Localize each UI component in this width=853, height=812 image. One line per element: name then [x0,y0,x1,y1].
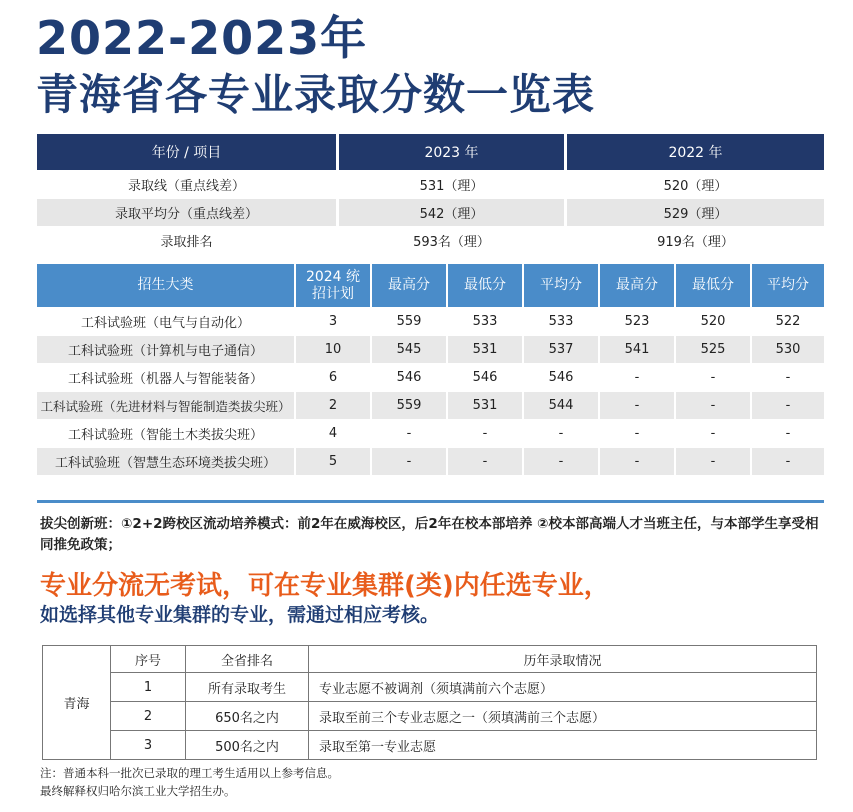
summary-header-row [37,134,824,170]
province-cell-index: 2 [111,702,186,731]
scores-cell: 工科试验班（智慧生态环境类拔尖班） [37,447,296,475]
scores-cell: 537 [524,335,600,363]
scores-header-2023-min: 最低分 [448,264,524,307]
scores-cell: - [752,419,824,447]
summary-cell-2022: 529（理） [567,198,824,226]
summary-cell-label: 录取线（重点线差） [37,170,339,198]
scores-cell: - [448,447,524,475]
summary-cell-2023: 593名（理） [339,226,567,254]
scores-cell: 533 [448,307,524,335]
summary-row [37,170,824,198]
summary-row [37,198,824,226]
province-row [43,731,817,760]
scores-cell: - [524,419,600,447]
summary-cell-2022: 919名（理） [567,226,824,254]
summary-header-2022: 2022 年 [567,134,824,170]
scores-row [37,391,824,419]
summary-cell-label: 录取排名 [37,226,339,254]
scores-cell: 工科试验班（机器人与智能装备） [37,363,296,391]
province-header-history: 历年录取情况 [309,646,817,673]
scores-cell: 531 [448,391,524,419]
summary-table [37,134,824,254]
scores-cell: 525 [676,335,752,363]
province-cell-history: 录取至前三个专业志愿之一（须填满前三个志愿） [309,702,817,731]
scores-cell: 533 [524,307,600,335]
scores-cell: 2 [296,391,372,419]
scores-cell: - [676,447,752,475]
province-header-index: 序号 [111,646,186,673]
summary-header-2023: 2023 年 [339,134,567,170]
scores-row [37,419,824,447]
scores-cell: - [752,363,824,391]
scores-cell: 工科试验班（先进材料与智能制造类拔尖班） [37,391,296,419]
scores-header-category: 招生大类 [37,264,296,307]
scores-cell: 4 [296,419,372,447]
scores-cell: - [600,419,676,447]
province-header-rank: 全省排名 [186,646,309,673]
summary-cell-2023: 531（理） [339,170,567,198]
scores-header-2023-avg: 平均分 [524,264,600,307]
footnote-applicability: 注：普通本科一批次已录取的理工考生适用以上参考信息。 [40,766,339,780]
scores-cell: 523 [600,307,676,335]
province-cell-index: 3 [111,731,186,760]
province-header-row [43,646,817,673]
scores-header-2022-avg: 平均分 [752,264,824,307]
scores-cell: 541 [600,335,676,363]
scores-cell: - [524,447,600,475]
scores-cell: - [676,419,752,447]
footnote-interpretation: 最终解释权归哈尔滨工业大学招生办。 [40,784,236,798]
scores-cell: 559 [372,307,448,335]
scores-cell: 3 [296,307,372,335]
scores-header-row [37,264,824,307]
scores-cell: 546 [448,363,524,391]
scores-header-plan: 2024 统招计划 [296,264,372,307]
scores-cell: - [752,447,824,475]
summary-cell-2023: 542（理） [339,198,567,226]
scores-cell: - [752,391,824,419]
province-cell-rank: 所有录取考生 [186,673,309,702]
scores-cell: - [448,419,524,447]
summary-header-item: 年份 / 项目 [37,134,339,170]
province-row [43,673,817,702]
scores-row [37,363,824,391]
scores-row [37,335,824,363]
scores-cell: 531 [448,335,524,363]
province-cell-history: 录取至第一专业志愿 [309,731,817,760]
scores-cell: 工科试验班（电气与自动化） [37,307,296,335]
scores-cell: 546 [372,363,448,391]
scores-header-2023-max: 最高分 [372,264,448,307]
scores-cell: 559 [372,391,448,419]
scores-header-2022-max: 最高分 [600,264,676,307]
page-title: 青海省各专业录取分数一览表 [36,70,596,119]
highlight-orange-text: 专业分流无考试，可在专业集群(类)内任选专业， [40,571,610,601]
scores-cell: - [600,391,676,419]
scores-cell: - [676,363,752,391]
scores-cell: 10 [296,335,372,363]
scores-cell: 522 [752,307,824,335]
summary-row [37,226,824,254]
scores-header-2022-min: 最低分 [676,264,752,307]
scores-row [37,307,824,335]
scores-cell: 545 [372,335,448,363]
scores-cell: - [372,419,448,447]
province-row [43,702,817,731]
summary-cell-2022: 520（理） [567,170,824,198]
summary-cell-label: 录取平均分（重点线差） [37,198,339,226]
province-cell-index: 1 [111,673,186,702]
province-name: 青海 [43,646,111,760]
scores-cell: 5 [296,447,372,475]
scores-cell: 工科试验班（智能土木类拔尖班） [37,419,296,447]
province-cell-rank: 500名之内 [186,731,309,760]
scores-cell: 520 [676,307,752,335]
scores-table [37,264,824,475]
scores-cell: - [600,363,676,391]
scores-cell: - [676,391,752,419]
scores-cell: 6 [296,363,372,391]
innovation-class-note: 拔尖创新班：①2+2跨校区流动培养模式：前2年在威海校区，后2年在校本部培养 ②校本部高端人才当班主任，与本部学生享受相同推免政策； [40,516,819,553]
scores-cell: - [600,447,676,475]
scores-cell: 530 [752,335,824,363]
scores-cell: 544 [524,391,600,419]
scores-row [37,447,824,475]
scores-cell: 546 [524,363,600,391]
province-rank-table [42,645,817,760]
scores-cell: - [372,447,448,475]
section-divider [37,500,824,503]
province-cell-rank: 650名之内 [186,702,309,731]
scores-cell: 工科试验班（计算机与电子通信） [37,335,296,363]
highlight-blue-text: 如选择其他专业集群的专业，需通过相应考核。 [40,604,440,626]
province-cell-history: 专业志愿不被调剂（须填满前六个志愿） [309,673,817,702]
page-title-years: 2022-2023年 [36,11,368,65]
